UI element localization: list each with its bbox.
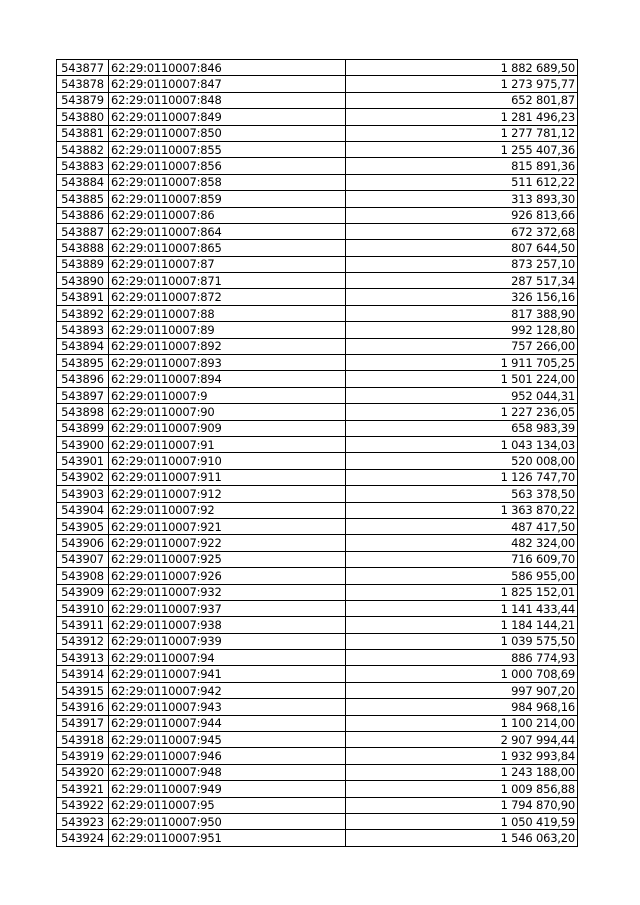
cadastral-number-cell: 62:29:0110007:932 (109, 584, 346, 600)
value-cell: 511 612,22 (346, 174, 578, 190)
cadastral-number-cell: 62:29:0110007:94 (109, 650, 346, 666)
table-row (57, 174, 578, 190)
row-id-cell: 543885 (57, 191, 109, 207)
value-cell: 326 156,16 (346, 289, 578, 305)
value-cell: 1 039 575,50 (346, 633, 578, 649)
table-row (57, 141, 578, 157)
table-row (57, 486, 578, 502)
table-row (57, 355, 578, 371)
table-row (57, 617, 578, 633)
table-row (57, 797, 578, 813)
table-row (57, 781, 578, 797)
table-row (57, 371, 578, 387)
row-id-cell: 543904 (57, 502, 109, 518)
row-id-cell: 543879 (57, 92, 109, 108)
table-row (57, 666, 578, 682)
value-cell: 563 378,50 (346, 486, 578, 502)
table-row (57, 92, 578, 108)
row-id-cell: 543910 (57, 600, 109, 616)
table-row (57, 191, 578, 207)
table-row (57, 158, 578, 174)
value-cell: 815 891,36 (346, 158, 578, 174)
row-id-cell: 543890 (57, 273, 109, 289)
cadastral-number-cell: 62:29:0110007:850 (109, 125, 346, 141)
row-id-cell: 543900 (57, 436, 109, 452)
row-id-cell: 543921 (57, 781, 109, 797)
row-id-cell: 543882 (57, 141, 109, 157)
table-row (57, 256, 578, 272)
value-cell: 997 907,20 (346, 682, 578, 698)
table-row (57, 469, 578, 485)
row-id-cell: 543884 (57, 174, 109, 190)
value-cell: 1 000 708,69 (346, 666, 578, 682)
row-id-cell: 543905 (57, 518, 109, 534)
table-row (57, 436, 578, 452)
cadastral-number-cell: 62:29:0110007:92 (109, 502, 346, 518)
value-cell: 716 609,70 (346, 551, 578, 567)
table-row (57, 830, 578, 846)
cadastral-number-cell: 62:29:0110007:943 (109, 699, 346, 715)
value-cell: 586 955,00 (346, 568, 578, 584)
row-id-cell: 543880 (57, 109, 109, 125)
cadastral-number-cell: 62:29:0110007:948 (109, 764, 346, 780)
value-cell: 1 227 236,05 (346, 404, 578, 420)
row-id-cell: 543878 (57, 76, 109, 92)
row-id-cell: 543922 (57, 797, 109, 813)
table-row (57, 518, 578, 534)
value-cell: 1 043 134,03 (346, 436, 578, 452)
row-id-cell: 543912 (57, 633, 109, 649)
row-id-cell: 543895 (57, 355, 109, 371)
row-id-cell: 543908 (57, 568, 109, 584)
table-row (57, 240, 578, 256)
table-row (57, 568, 578, 584)
cadastral-number-cell: 62:29:0110007:856 (109, 158, 346, 174)
cadastral-number-cell: 62:29:0110007:925 (109, 551, 346, 567)
row-id-cell: 543887 (57, 223, 109, 239)
value-cell: 1 255 407,36 (346, 141, 578, 157)
row-id-cell: 543902 (57, 469, 109, 485)
table-row (57, 502, 578, 518)
row-id-cell: 543911 (57, 617, 109, 633)
table-row (57, 109, 578, 125)
cadastral-number-cell: 62:29:0110007:87 (109, 256, 346, 272)
value-cell: 984 968,16 (346, 699, 578, 715)
row-id-cell: 543877 (57, 60, 109, 76)
cadastral-number-cell: 62:29:0110007:849 (109, 109, 346, 125)
cadastral-number-cell: 62:29:0110007:859 (109, 191, 346, 207)
cadastral-number-cell: 62:29:0110007:848 (109, 92, 346, 108)
table-row (57, 273, 578, 289)
value-cell: 1 825 152,01 (346, 584, 578, 600)
value-cell: 487 417,50 (346, 518, 578, 534)
cadastral-number-cell: 62:29:0110007:892 (109, 338, 346, 354)
table-row (57, 338, 578, 354)
value-cell: 1 911 705,25 (346, 355, 578, 371)
value-cell: 1 100 214,00 (346, 715, 578, 731)
table-row (57, 715, 578, 731)
cadastral-number-cell: 62:29:0110007:912 (109, 486, 346, 502)
table-row (57, 535, 578, 551)
row-id-cell: 543881 (57, 125, 109, 141)
row-id-cell: 543889 (57, 256, 109, 272)
table-row (57, 223, 578, 239)
cadastral-number-cell: 62:29:0110007:86 (109, 207, 346, 223)
row-id-cell: 543914 (57, 666, 109, 682)
value-cell: 757 266,00 (346, 338, 578, 354)
row-id-cell: 543886 (57, 207, 109, 223)
cadastral-number-cell: 62:29:0110007:872 (109, 289, 346, 305)
value-cell: 1 882 689,50 (346, 60, 578, 76)
row-id-cell: 543920 (57, 764, 109, 780)
table-row (57, 125, 578, 141)
value-cell: 1 363 870,22 (346, 502, 578, 518)
row-id-cell: 543897 (57, 387, 109, 403)
cadastral-number-cell: 62:29:0110007:847 (109, 76, 346, 92)
value-cell: 1 126 747,70 (346, 469, 578, 485)
row-id-cell: 543916 (57, 699, 109, 715)
cadastral-number-cell: 62:29:0110007:893 (109, 355, 346, 371)
row-id-cell: 543923 (57, 813, 109, 829)
value-cell: 992 128,80 (346, 322, 578, 338)
value-cell: 1 243 188,00 (346, 764, 578, 780)
row-id-cell: 543898 (57, 404, 109, 420)
value-cell: 873 257,10 (346, 256, 578, 272)
table-row (57, 76, 578, 92)
value-cell: 1 141 433,44 (346, 600, 578, 616)
value-cell: 1 932 993,84 (346, 748, 578, 764)
row-id-cell: 543909 (57, 584, 109, 600)
cadastral-number-cell: 62:29:0110007:911 (109, 469, 346, 485)
value-cell: 520 008,00 (346, 453, 578, 469)
row-id-cell: 543883 (57, 158, 109, 174)
value-cell: 313 893,30 (346, 191, 578, 207)
value-cell: 1 501 224,00 (346, 371, 578, 387)
cadastral-number-cell: 62:29:0110007:938 (109, 617, 346, 633)
value-cell: 807 644,50 (346, 240, 578, 256)
row-id-cell: 543906 (57, 535, 109, 551)
value-cell: 658 983,39 (346, 420, 578, 436)
row-id-cell: 543901 (57, 453, 109, 469)
cadastral-value-table (56, 59, 578, 847)
table-row (57, 404, 578, 420)
cadastral-number-cell: 62:29:0110007:871 (109, 273, 346, 289)
cadastral-number-cell: 62:29:0110007:855 (109, 141, 346, 157)
table-row (57, 322, 578, 338)
row-id-cell: 543888 (57, 240, 109, 256)
table-row (57, 732, 578, 748)
cadastral-number-cell: 62:29:0110007:88 (109, 305, 346, 321)
row-id-cell: 543919 (57, 748, 109, 764)
table-row (57, 682, 578, 698)
value-cell: 287 517,34 (346, 273, 578, 289)
cadastral-number-cell: 62:29:0110007:864 (109, 223, 346, 239)
value-cell: 652 801,87 (346, 92, 578, 108)
value-cell: 1 281 496,23 (346, 109, 578, 125)
value-cell: 817 388,90 (346, 305, 578, 321)
cadastral-number-cell: 62:29:0110007:950 (109, 813, 346, 829)
table-row (57, 600, 578, 616)
row-id-cell: 543891 (57, 289, 109, 305)
value-cell: 1 546 063,20 (346, 830, 578, 846)
row-id-cell: 543907 (57, 551, 109, 567)
value-cell: 1 009 856,88 (346, 781, 578, 797)
cadastral-number-cell: 62:29:0110007:858 (109, 174, 346, 190)
row-id-cell: 543894 (57, 338, 109, 354)
cadastral-number-cell: 62:29:0110007:939 (109, 633, 346, 649)
table-row (57, 60, 578, 76)
cadastral-number-cell: 62:29:0110007:937 (109, 600, 346, 616)
table-row (57, 813, 578, 829)
table-row (57, 551, 578, 567)
value-cell: 672 372,68 (346, 223, 578, 239)
value-cell: 1 050 419,59 (346, 813, 578, 829)
value-cell: 1 184 144,21 (346, 617, 578, 633)
cadastral-number-cell: 62:29:0110007:909 (109, 420, 346, 436)
cadastral-number-cell: 62:29:0110007:945 (109, 732, 346, 748)
table-row (57, 387, 578, 403)
table-row (57, 748, 578, 764)
row-id-cell: 543903 (57, 486, 109, 502)
table-row (57, 764, 578, 780)
row-id-cell: 543918 (57, 732, 109, 748)
row-id-cell: 543915 (57, 682, 109, 698)
cadastral-number-cell: 62:29:0110007:942 (109, 682, 346, 698)
table-row (57, 420, 578, 436)
table-row (57, 305, 578, 321)
cadastral-number-cell: 62:29:0110007:90 (109, 404, 346, 420)
cadastral-number-cell: 62:29:0110007:951 (109, 830, 346, 846)
cadastral-number-cell: 62:29:0110007:89 (109, 322, 346, 338)
row-id-cell: 543924 (57, 830, 109, 846)
cadastral-number-cell: 62:29:0110007:921 (109, 518, 346, 534)
cadastral-number-cell: 62:29:0110007:910 (109, 453, 346, 469)
row-id-cell: 543913 (57, 650, 109, 666)
value-cell: 886 774,93 (346, 650, 578, 666)
table-row (57, 633, 578, 649)
value-cell: 1 794 870,90 (346, 797, 578, 813)
row-id-cell: 543917 (57, 715, 109, 731)
value-cell: 1 277 781,12 (346, 125, 578, 141)
cadastral-number-cell: 62:29:0110007:922 (109, 535, 346, 551)
cadastral-number-cell: 62:29:0110007:865 (109, 240, 346, 256)
table-row (57, 207, 578, 223)
cadastral-number-cell: 62:29:0110007:846 (109, 60, 346, 76)
row-id-cell: 543893 (57, 322, 109, 338)
table-body (57, 60, 578, 847)
value-cell: 1 273 975,77 (346, 76, 578, 92)
table-row (57, 453, 578, 469)
value-cell: 952 044,31 (346, 387, 578, 403)
table-row (57, 289, 578, 305)
cadastral-number-cell: 62:29:0110007:944 (109, 715, 346, 731)
table-row (57, 699, 578, 715)
cadastral-number-cell: 62:29:0110007:91 (109, 436, 346, 452)
value-cell: 926 813,66 (346, 207, 578, 223)
row-id-cell: 543892 (57, 305, 109, 321)
cadastral-number-cell: 62:29:0110007:926 (109, 568, 346, 584)
cadastral-number-cell: 62:29:0110007:941 (109, 666, 346, 682)
cadastral-number-cell: 62:29:0110007:946 (109, 748, 346, 764)
row-id-cell: 543896 (57, 371, 109, 387)
cadastral-number-cell: 62:29:0110007:894 (109, 371, 346, 387)
table-row (57, 650, 578, 666)
row-id-cell: 543899 (57, 420, 109, 436)
value-cell: 2 907 994,44 (346, 732, 578, 748)
cadastral-number-cell: 62:29:0110007:949 (109, 781, 346, 797)
cadastral-number-cell: 62:29:0110007:95 (109, 797, 346, 813)
table-row (57, 584, 578, 600)
value-cell: 482 324,00 (346, 535, 578, 551)
cadastral-number-cell: 62:29:0110007:9 (109, 387, 346, 403)
